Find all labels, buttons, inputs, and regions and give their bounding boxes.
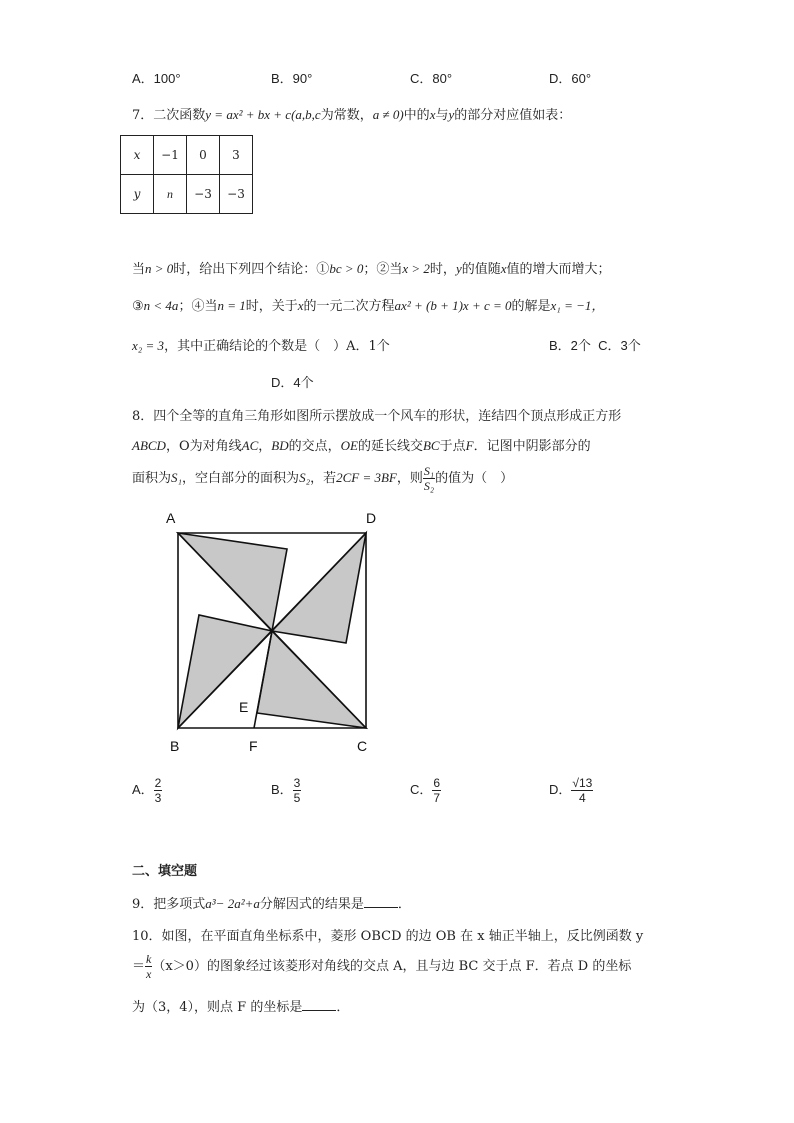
table-header-y: y [121, 175, 154, 214]
table-cell: −1 [154, 136, 187, 175]
label-c: C [357, 738, 368, 754]
shaded-triangle-top [178, 533, 287, 631]
answer-blank[interactable] [302, 1010, 336, 1011]
table-cell: −3 [220, 175, 253, 214]
q6-option-d: D．60° [549, 71, 592, 86]
q6-option-a: A．100° [132, 71, 181, 86]
table-cell: −3 [187, 175, 220, 214]
label-b: B [170, 738, 180, 754]
label-f: F [249, 738, 258, 754]
table-header-x: x [121, 136, 154, 175]
q8-option-b: B． $\frac{3}{5}$ [271, 776, 301, 805]
label-a: A [166, 510, 176, 526]
q7-option-d: D．4个 [271, 375, 314, 390]
q6-option-c: C．80° [410, 71, 453, 86]
q7-option-bc: B．2个 C．3个 [549, 338, 641, 353]
q8-option-c: C． $\frac{6}{7}$ [410, 776, 441, 805]
q8-stem-line2: ABCD，O为对角线AC，BD的交点，OE的延长线交BC于点F．记图中阴影部分的 [132, 438, 591, 454]
q10-line2: ＝ $\frac{k}{x}$ （x＞0）的图象经过该菱形对角线的交点 A，且与边 BC 交于点 F．若点 D 的坐标 [132, 952, 632, 981]
q8-option-d: D． $\frac{√13}{4}$ [549, 776, 593, 805]
pinwheel-figure [160, 505, 390, 760]
table-cell: 0 [187, 136, 220, 175]
q10-line1: 10．如图，在平面直角坐标系中，菱形 OBCD 的边 OB 在 x 轴正半轴上，反比例函数 y [132, 929, 644, 944]
table-cell: n [154, 175, 187, 214]
q7-conclusions-line1: 当n > 0时，给出下列四个结论：①bc > 0；②当x > 2时，y的值随x值的增大而增大； [132, 261, 611, 277]
ratio-fraction: $\frac{\text{S₁}}{\text{S₂}}$ [423, 464, 435, 493]
q8-stem-line3: 面积为S₁，空白部分的面积为S₂，若2CF = 3BF，则 $\frac{\text{S₁}}{\text{S₂}}$ 的值为（ ） [132, 464, 514, 493]
table-row [121, 175, 253, 214]
q7-stem: 7．二次函数y = ax² + bx + c(a,b,c为常数，a ≠ 0)中的x与y的部分对应值如表： [132, 107, 572, 123]
label-e: E [239, 699, 249, 715]
q7-conclusions-line3: x₂ = 3，其中正确结论的个数是（ ）A．1个 [132, 338, 390, 354]
q8-option-a: A． $\frac{2}{3}$ [132, 776, 162, 805]
value-table [120, 135, 253, 214]
shaded-triangle-bottom [257, 631, 366, 728]
label-d: D [366, 510, 377, 526]
section-heading: 二、填空题 [132, 864, 198, 879]
q7-conclusions-line2: ③n < 4a；④当n = 1时，关于x的一元二次方程ax² + (b + 1)x + c = 0的解是x₁ = −1， [132, 298, 605, 314]
q10-line3: 为（3，4），则点 F 的坐标是 ． [132, 1000, 350, 1015]
answer-blank[interactable] [364, 907, 398, 908]
q9-stem: 9．把多项式a³− 2a²+a分解因式的结果是 ． [132, 896, 411, 912]
q8-stem-line1: 8．四个全等的直角三角形如图所示摆放成一个风车的形状，连结四个顶点形成正方形 [132, 409, 622, 424]
q6-option-b: B．90° [271, 71, 313, 86]
table-row [121, 136, 253, 175]
k-over-x-fraction: $\frac{k}{x}$ [146, 952, 152, 981]
table-cell: 3 [220, 136, 253, 175]
